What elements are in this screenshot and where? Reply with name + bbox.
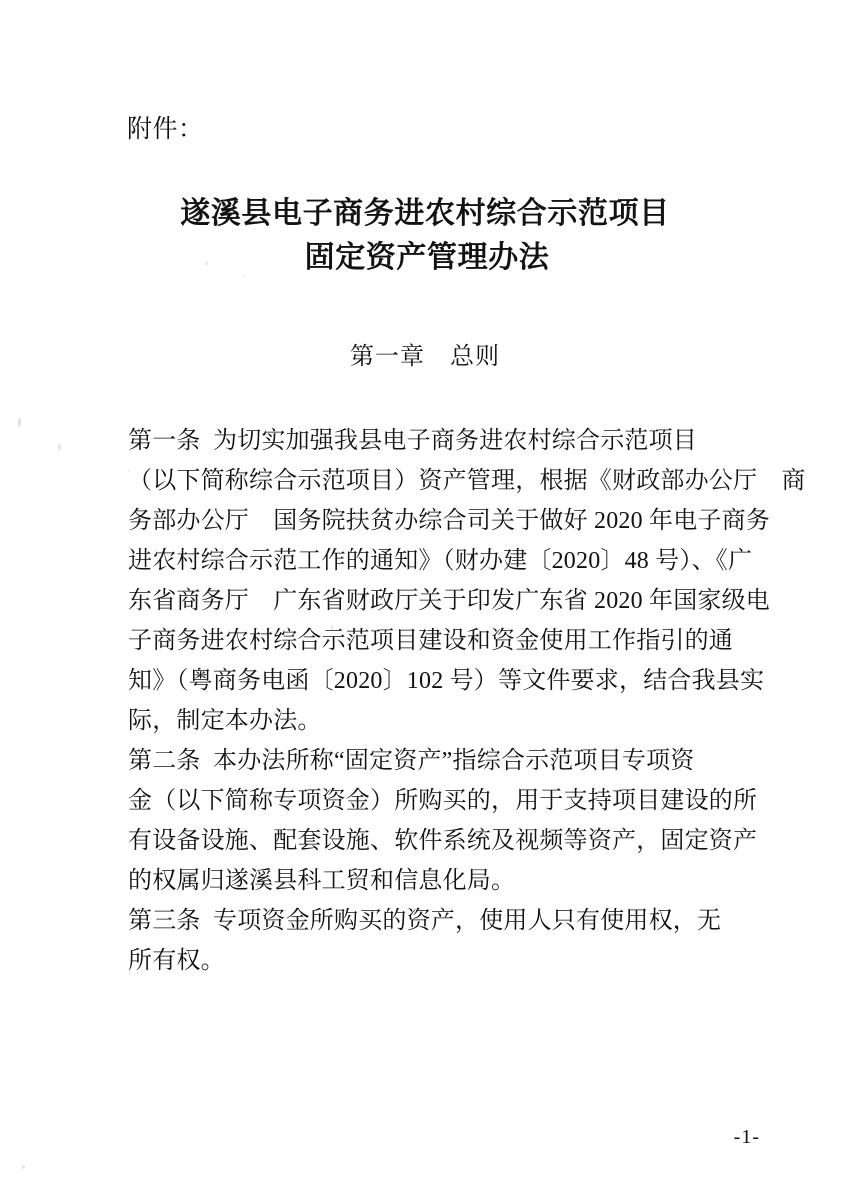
- document-title: [0, 192, 850, 280]
- article-line-text: 金（以下简称专项资金）所购买的，用于支持项目建设的所: [128, 788, 758, 814]
- scan-speck: [18, 418, 21, 427]
- article-line: [128, 421, 738, 461]
- article-line-text: 东省商务厅 广东省财政厅关于印发广东省 2020 年国家级电: [128, 588, 770, 614]
- article-line: [128, 581, 770, 621]
- article-line-text: 知》（粤商务电函〔2020〕102 号）等文件要求，结合我县实: [128, 668, 765, 694]
- article-line: [128, 501, 770, 541]
- scan-speck: [22, 1165, 25, 1169]
- article-line: [128, 741, 738, 781]
- attachment-label: 附件：: [127, 116, 204, 143]
- chapter-heading: 第一章 总则: [350, 344, 500, 370]
- article-line: [128, 461, 806, 501]
- article-line: [128, 661, 765, 701]
- article-2-paragraph: [128, 741, 758, 901]
- page-number: -1-: [733, 1126, 760, 1148]
- article-line-text: 第三条 专项资金所购买的资产，使用人只有使用权，无: [128, 908, 722, 934]
- article-line-text: （以下简称综合示范项目）资产管理，根据《财政部办公厅 商: [128, 468, 806, 494]
- article-line-text: 第一条 为切实加强我县电子商务进农村综合示范项目: [128, 428, 697, 454]
- article-1-paragraph: [128, 421, 806, 741]
- article-line: [128, 541, 753, 581]
- article-line: [128, 781, 758, 821]
- article-line: 的权属归遂溪县科工贸和信息化局。: [128, 868, 516, 894]
- article-3-paragraph: [128, 901, 738, 981]
- article-line: 所有权。: [128, 948, 225, 974]
- article-line: [128, 821, 758, 861]
- article-line-text: 有设备设施、配套设施、软件系统及视频等资产，固定资产: [128, 828, 758, 854]
- article-line: [128, 901, 738, 941]
- article-line-text: 第二条 本办法所称“固定资产”指综合示范项目专项资: [128, 748, 695, 774]
- article-line-text: 子商务进农村综合示范项目建设和资金使用工作指引的通: [128, 628, 733, 654]
- article-line: 际，制定本办法。: [128, 708, 322, 734]
- article-line-text: 务部办公厅 国务院扶贫办综合司关于做好 2020 年电子商务: [128, 508, 770, 534]
- document-title-line-1: 遂溪县电子商务进农村综合示范项目: [180, 196, 670, 231]
- article-line: [128, 621, 738, 661]
- document-title-line-2: 固定资产管理办法: [304, 240, 550, 275]
- document-body: [128, 421, 806, 981]
- article-line-text: 进农村综合示范工作的通知》（财办建〔2020〕48 号）、《广: [128, 548, 753, 574]
- scan-speck: [58, 444, 61, 450]
